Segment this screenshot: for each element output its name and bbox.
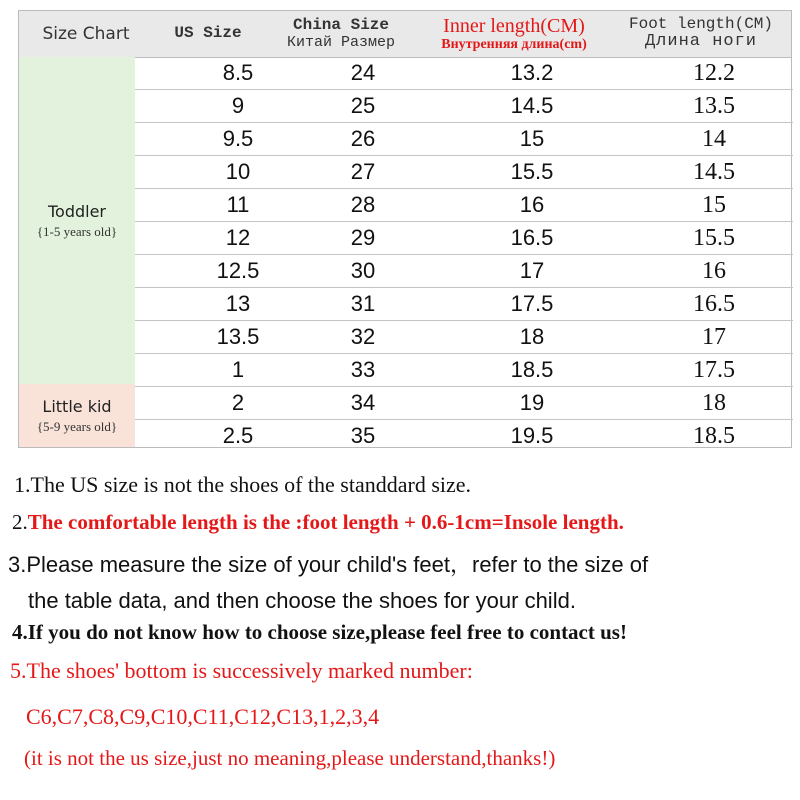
- note-5: 5.The shoes' bottom is successively marked number:: [10, 658, 473, 683]
- header-foot-length: [609, 11, 793, 57]
- header-china-size-ru-label: Китай Размер: [286, 33, 396, 51]
- china-size-cell: 24: [350, 60, 376, 85]
- us-size-cell: 11: [226, 192, 250, 217]
- header-us-size: [153, 11, 263, 57]
- note-2-prefix: 2.: [12, 510, 28, 534]
- china-size-cell: 26: [350, 126, 376, 151]
- inner-length-cell: 15.5: [510, 159, 554, 184]
- inner-length-cell: 14.5: [510, 93, 554, 118]
- us-size-cell: 13.5: [216, 324, 260, 349]
- us-size-cell: 12.5: [216, 258, 260, 283]
- table-row: [135, 420, 793, 453]
- us-size-cell: 13: [225, 291, 251, 316]
- foot-length-cell: 14.5: [693, 158, 735, 185]
- inner-length-cell: 17: [519, 258, 545, 283]
- foot-length-cell: 15: [702, 191, 726, 218]
- table-row: [135, 354, 793, 387]
- us-size-cell: 9: [231, 93, 245, 118]
- age-group-toddler: [19, 57, 135, 384]
- table-body: [135, 57, 793, 453]
- header-inner-length-ru-label: Внутренняя длина(cm): [441, 37, 587, 53]
- header-china-size-label: China Size: [292, 15, 389, 34]
- us-size-cell: 12: [225, 225, 251, 250]
- note-7: (it is not the us size,just no meaning,please understand,thanks!): [24, 746, 556, 770]
- table-header: [19, 11, 791, 58]
- age-group-range: {1-5 years old}: [36, 223, 118, 239]
- note-4: 4.If you do not know how to choose size,please feel free to contact us!: [12, 620, 627, 644]
- us-size-cell: 10: [225, 159, 251, 184]
- china-size-cell: 29: [350, 225, 376, 250]
- header-size-chart-label: Size Chart: [42, 23, 130, 44]
- age-group-little-kid: [19, 384, 135, 447]
- inner-length-cell: 15: [519, 126, 545, 151]
- foot-length-cell: 17: [702, 323, 726, 350]
- china-size-cell: 27: [350, 159, 376, 184]
- note-2-text: The comfortable length is the :foot length + 0.6-1cm=Insole length.: [27, 510, 624, 534]
- china-size-cell: 32: [350, 324, 376, 349]
- us-size-cell: 1: [231, 357, 245, 382]
- note-3-line-2: the table data, and then choose the shoes for your child.: [28, 588, 576, 613]
- table-row: [135, 123, 793, 156]
- china-size-cell: 34: [350, 390, 376, 415]
- age-group-name: Toddler: [47, 201, 107, 221]
- foot-length-cell: 17.5: [693, 356, 735, 383]
- foot-length-cell: 12.2: [693, 59, 735, 86]
- us-size-cell: 2: [231, 390, 245, 415]
- header-inner-length-label: Inner length(CM): [443, 15, 585, 38]
- note-6-markings: C6,C7,C8,C9,C10,C11,C12,C13,1,2,3,4: [26, 704, 380, 729]
- age-group-name: Little kid: [42, 396, 112, 416]
- inner-length-cell: 13.2: [510, 60, 554, 85]
- header-foot-length-ru-label: Длина ноги: [644, 32, 758, 52]
- china-size-cell: 33: [350, 357, 376, 382]
- header-inner-length: [419, 11, 609, 57]
- header-china-size: [263, 11, 419, 57]
- table-row: [135, 387, 793, 420]
- inner-length-cell: 19.5: [510, 423, 554, 448]
- foot-length-cell: 16: [702, 257, 726, 284]
- table-row: [135, 90, 793, 123]
- table-row: [135, 156, 793, 189]
- inner-length-cell: 18.5: [510, 357, 554, 382]
- china-size-cell: 30: [350, 258, 376, 283]
- china-size-cell: 35: [350, 423, 376, 448]
- age-group-range: {5-9 years old}: [36, 418, 118, 434]
- inner-length-cell: 16: [519, 192, 545, 217]
- note-2: [12, 510, 800, 535]
- foot-length-cell: 18.5: [693, 422, 735, 449]
- foot-length-cell: 18: [702, 389, 726, 416]
- us-size-cell: 8.5: [222, 60, 254, 85]
- table-row: [135, 321, 793, 354]
- foot-length-cell: 16.5: [693, 290, 735, 317]
- china-size-cell: 25: [350, 93, 376, 118]
- inner-length-cell: 16.5: [510, 225, 554, 250]
- table-row: [135, 255, 793, 288]
- foot-length-cell: 13.5: [693, 92, 735, 119]
- inner-length-cell: 19: [519, 390, 545, 415]
- china-size-cell: 28: [350, 192, 376, 217]
- table-row: [135, 189, 793, 222]
- us-size-cell: 9.5: [222, 126, 254, 151]
- header-size-chart: [19, 11, 153, 57]
- note-3-line-1: 3.Please measure the size of your child's feet，refer to the size of: [8, 552, 649, 577]
- table-row: [135, 288, 793, 321]
- table-row: [135, 222, 793, 255]
- inner-length-cell: 17.5: [510, 291, 554, 316]
- inner-length-cell: 18: [519, 324, 545, 349]
- size-chart-table: [18, 10, 792, 448]
- us-size-cell: 2.5: [222, 423, 254, 448]
- table-row: [135, 57, 793, 90]
- foot-length-cell: 14: [702, 125, 726, 152]
- note-1: 1.The US size is not the shoes of the standdard size.: [14, 472, 472, 497]
- header-foot-length-label: Foot length(CM): [628, 14, 774, 33]
- china-size-cell: 31: [350, 291, 376, 316]
- header-us-size-label: US Size: [174, 24, 242, 43]
- foot-length-cell: 15.5: [693, 224, 735, 251]
